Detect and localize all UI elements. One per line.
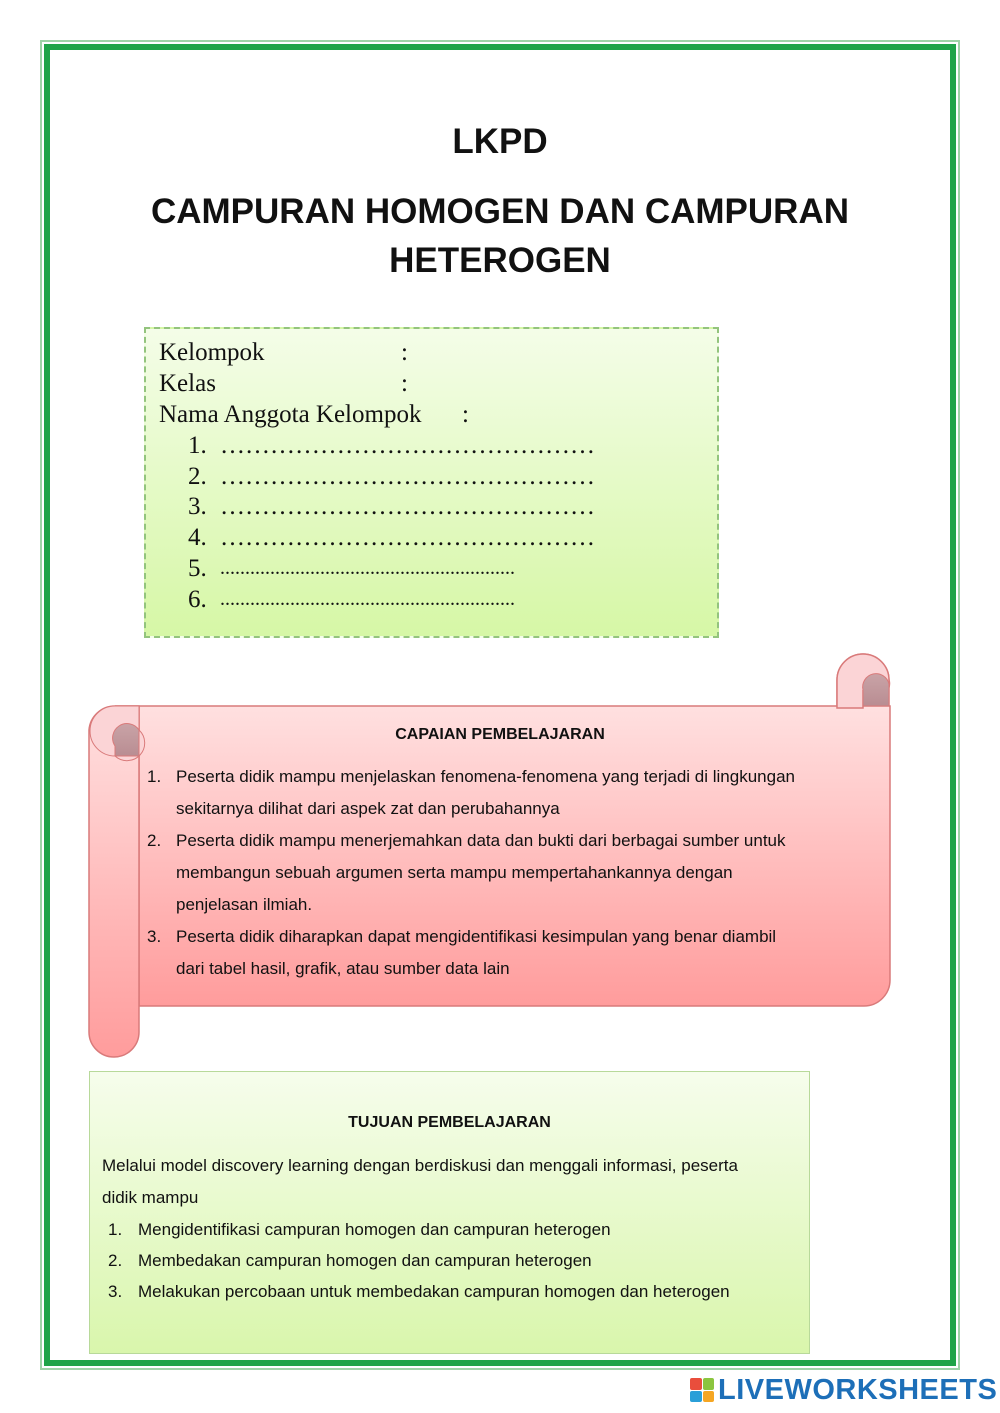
- item-line: Peserta didik mampu menerjemahkan data dan bukti dari berbagai sumber untuk: [176, 831, 786, 850]
- item-line: penjelasan ilmiah.: [176, 895, 313, 914]
- member-row: [146, 430, 706, 461]
- members-label: Nama Anggota Kelompok: [159, 401, 422, 428]
- member-blank[interactable]: ………………………………………: [220, 432, 595, 459]
- page-title: LKPD: [452, 122, 548, 161]
- item-text: [176, 825, 876, 921]
- class-colon: :: [401, 370, 408, 397]
- item-text: [176, 761, 876, 825]
- item-number: 2.: [147, 831, 162, 850]
- item-text: Melakukan percobaan untuk membedakan campuran homogen dan heterogen: [138, 1282, 730, 1301]
- member-number: 5.: [188, 555, 207, 582]
- subtitle-line-2: HETEROGEN: [389, 241, 611, 280]
- member-blank[interactable]: ...........................................................: [220, 588, 515, 610]
- item-number: 3.: [147, 927, 162, 946]
- item-number: 2.: [108, 1251, 123, 1270]
- item-line: Peserta didik mampu menjelaskan fenomena-fenomena yang terjadi di lingkungan: [176, 767, 795, 786]
- class-label: Kelas: [159, 370, 216, 397]
- member-blank[interactable]: ………………………………………: [220, 493, 595, 520]
- tujuan-title: TUJUAN PEMBELAJARAN: [348, 1114, 551, 1131]
- member-number: 1.: [188, 432, 207, 459]
- item-number: 1.: [108, 1220, 123, 1239]
- subtitle-line-1: CAMPURAN HOMOGEN DAN CAMPURAN: [150, 192, 850, 231]
- item-line: dari tabel hasil, grafik, atau sumber data lain: [176, 959, 510, 978]
- item-line: sekitarnya dilihat dari aspek zat dan perubahannya: [176, 799, 560, 818]
- member-number: 4.: [188, 524, 207, 551]
- group-label: Kelompok: [159, 339, 265, 366]
- members-colon: :: [462, 401, 469, 428]
- intro-line: didik mampu: [102, 1188, 199, 1207]
- member-row: [146, 522, 706, 553]
- capaian-title: CAPAIAN PEMBELAJARAN: [395, 726, 605, 743]
- member-row: [146, 461, 706, 492]
- member-blank[interactable]: ...........................................................: [220, 557, 515, 579]
- item-line: Peserta didik diharapkan dapat mengidentifikasi kesimpulan yang benar diambil: [176, 927, 777, 946]
- member-number: 6.: [188, 586, 207, 613]
- item-number: 3.: [108, 1282, 123, 1301]
- member-row: [146, 584, 706, 615]
- group-colon: :: [401, 339, 408, 366]
- logo-text: LIVEWORKSHEETS: [718, 1373, 998, 1406]
- member-row: [146, 491, 706, 522]
- item-number: 1.: [147, 767, 162, 786]
- tujuan-intro: [102, 1150, 802, 1214]
- member-blank[interactable]: ………………………………………: [220, 463, 595, 490]
- member-row: [146, 553, 706, 584]
- member-blank[interactable]: ………………………………………: [220, 524, 595, 551]
- item-line: membangun sebuah argumen serta mampu mempertahankannya dengan: [176, 863, 733, 882]
- member-number: 2.: [188, 463, 207, 490]
- logo-mark-icon: [690, 1378, 714, 1402]
- item-text: Mengidentifikasi campuran homogen dan campuran heterogen: [138, 1220, 611, 1239]
- item-text: [176, 921, 876, 985]
- identity-box: [144, 327, 719, 638]
- intro-line: Melalui model discovery learning dengan berdiskusi dan menggali informasi, peserta: [102, 1156, 738, 1175]
- liveworksheets-logo[interactable]: [690, 1374, 997, 1406]
- page-subtitle: [0, 187, 1000, 285]
- member-number: 3.: [188, 493, 207, 520]
- item-text: Membedakan campuran homogen dan campuran heterogen: [138, 1251, 592, 1270]
